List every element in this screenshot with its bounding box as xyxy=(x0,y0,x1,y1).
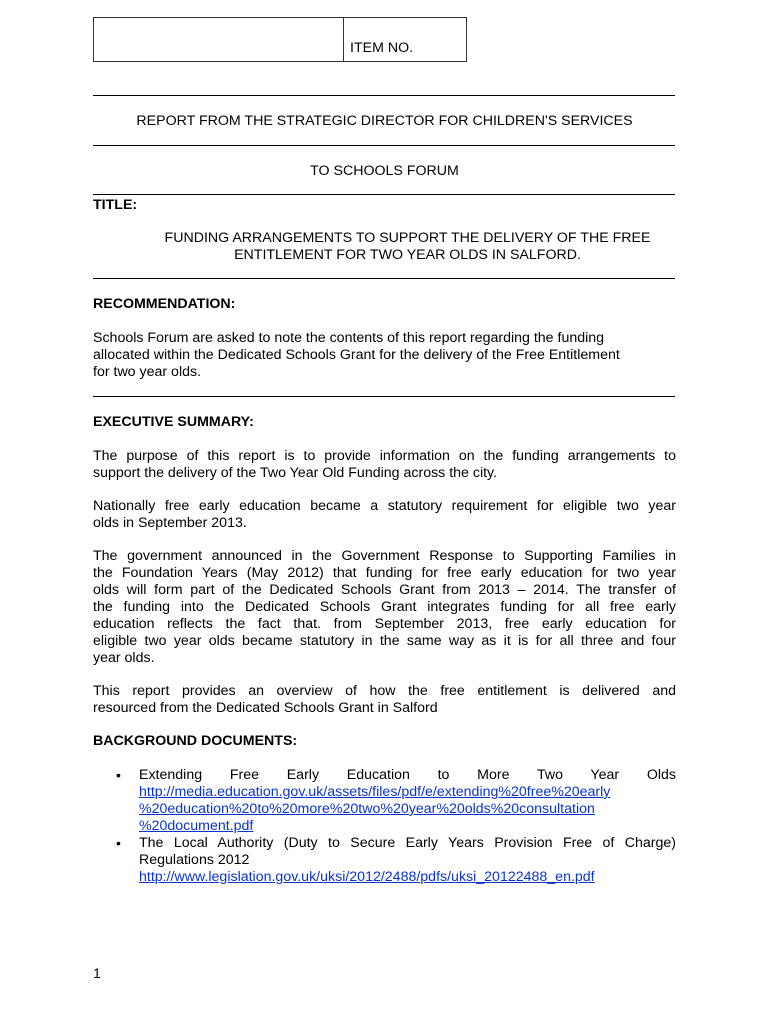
text-line: year olds. xyxy=(93,650,155,666)
text-line: Schools Forum are asked to note the contents of this report regarding the funding xyxy=(93,330,605,346)
link-line: %20document.pdf xyxy=(139,818,254,834)
link-line: http://media.education.gov.uk/assets/files/pdf/e/extending%20free%20early xyxy=(139,784,611,800)
item-no-label: ITEM NO. xyxy=(350,40,414,56)
title-line: FUNDING ARRANGEMENTS TO SUPPORT THE DELIVERY OF THE FREE xyxy=(164,230,651,246)
background-item-2 xyxy=(139,835,676,886)
report-title xyxy=(93,230,676,264)
bullet-icon: • xyxy=(116,767,121,783)
divider xyxy=(93,278,675,279)
background-item-link[interactable] xyxy=(139,784,676,835)
text-line: the funding into the Dedicated Schools Grant integrates funding for all free early xyxy=(93,599,676,615)
item-box-left xyxy=(93,17,344,62)
divider xyxy=(93,95,675,96)
text-line: The purpose of this report is to provide information on the funding arrangements to xyxy=(93,448,676,464)
text-line: education reflects the fact that. from September 2013, free early education for xyxy=(93,616,676,632)
background-item-text: Extending Free Early Education to More Two Year Olds xyxy=(139,767,676,783)
divider xyxy=(93,145,675,146)
background-item-text: Regulations 2012 xyxy=(139,852,250,868)
title-label: TITLE: xyxy=(93,197,138,213)
recommendation-text xyxy=(93,330,676,381)
report-from: REPORT FROM THE STRATEGIC DIRECTOR FOR CHILDREN'S SERVICES xyxy=(136,113,633,129)
text-line: allocated within the Dedicated Schools Grant for the delivery of the Free Entitlement xyxy=(93,347,620,363)
summary-paragraph-4 xyxy=(93,683,676,717)
summary-paragraph-3 xyxy=(93,548,676,667)
text-line: eligible two year olds became statutory in the same way as it is for all three and four xyxy=(93,633,676,649)
text-line: This report provides an overview of how the free entitlement is delivered and xyxy=(93,683,676,699)
text-line: olds in September 2013. xyxy=(93,515,247,531)
divider xyxy=(93,194,675,195)
text-line: the Foundation Years (May 2012) that funding for free early education for two year xyxy=(93,565,676,581)
recommendation-heading: RECOMMENDATION: xyxy=(93,296,236,312)
title-line: ENTITLEMENT FOR TWO YEAR OLDS IN SALFORD. xyxy=(234,247,581,263)
report-to: TO SCHOOLS FORUM xyxy=(310,163,459,179)
page-number: 1 xyxy=(93,966,101,982)
executive-summary-heading: EXECUTIVE SUMMARY: xyxy=(93,414,254,430)
text-line: for two year olds. xyxy=(93,364,202,380)
link-line: %20education%20to%20more%20two%20year%20olds%20consultation xyxy=(139,801,595,817)
background-item-link[interactable]: http://www.legislation.gov.uk/uksi/2012/2488/pdfs/uksi_20122488_en.pdf xyxy=(139,869,595,885)
background-item-1 xyxy=(139,767,676,835)
divider xyxy=(93,396,675,397)
summary-paragraph-2 xyxy=(93,498,676,532)
summary-paragraph-1 xyxy=(93,448,676,482)
item-box-right xyxy=(343,17,467,62)
text-line: Nationally free early education became a statutory requirement for eligible two year xyxy=(93,498,676,514)
text-line: olds will form part of the Dedicated Schools Grant from 2013 – 2014. The transfer of xyxy=(93,582,676,598)
background-documents-heading: BACKGROUND DOCUMENTS: xyxy=(93,733,298,749)
text-line: support the delivery of the Two Year Old Funding across the city. xyxy=(93,465,498,481)
bullet-icon: • xyxy=(116,835,121,851)
text-line: resourced from the Dedicated Schools Grant in Salford xyxy=(93,700,438,716)
background-item-text: The Local Authority (Duty to Secure Early Years Provision Free of Charge) xyxy=(139,835,676,851)
text-line: The government announced in the Government Response to Supporting Families in xyxy=(93,548,676,564)
